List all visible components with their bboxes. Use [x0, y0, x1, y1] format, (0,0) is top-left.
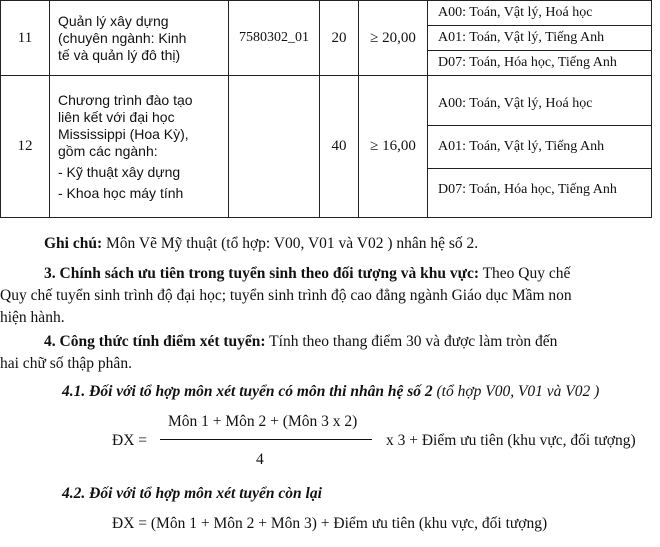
quota: 40 — [320, 76, 359, 218]
min-score: ≥ 16,00 — [359, 76, 428, 218]
major-item: - Kỹ thuật xây dựng — [58, 163, 181, 180]
combo-a01: A01: Toán, Vật lý, Tiếng Anh — [428, 126, 651, 169]
formula-4-2: ĐX = (Môn 1 + Môn 2 + Môn 3) + Điểm ưu tiên (khu vực, đối tượng) — [112, 515, 548, 532]
admission-table — [0, 0, 652, 218]
section-3-heading: 3. Chính sách ưu tiên trong tuyển sinh theo đối tượng và khu vực: — [44, 265, 479, 282]
formula-denominator: 4 — [256, 451, 264, 468]
program-code: 7580302_01 — [229, 1, 320, 76]
combo-d07: D07: Toán, Hóa học, Tiếng Anh — [438, 181, 617, 197]
program-code — [229, 76, 320, 218]
combo-a00: A00: Toán, Vật lý, Hoá học — [428, 1, 651, 26]
formula-numerator: Môn 1 + Môn 2 + (Môn 3 x 2) — [168, 413, 358, 430]
min-score: ≥ 20,00 — [359, 1, 428, 76]
major-item: - Khoa học máy tính — [58, 184, 184, 201]
subject-combos — [428, 1, 652, 76]
section-4-line2: hai chữ số thập phân. — [0, 355, 132, 372]
row-number: 12 — [1, 76, 50, 218]
section-4-1-heading: 4.1. Đối với tổ hợp môn xét tuyển có môn thi nhân hệ số 2 (tổ hợp V00, V01 và V02 ) — [62, 383, 600, 400]
combo-d07: D07: Toán, Hóa học, Tiếng Anh — [438, 55, 617, 70]
table-row — [1, 76, 652, 218]
table-row — [1, 1, 652, 76]
section-3-line3: hiện hành. — [0, 309, 65, 326]
note-paragraph: Ghi chú: Môn Vẽ Mỹ thuật (tổ hợp: V00, V01 và V02 ) nhân hệ số 2. — [44, 235, 479, 252]
subject-combos — [428, 76, 652, 218]
fraction-bar — [160, 439, 372, 440]
program-name: Chương trình đào tạo liên kết với đại học Mississippi (Hoa Kỳ), gồm các ngành: - Kỹ thuật xây dựng - Khoa học máy tính — [50, 76, 229, 218]
section-3-line2: Quy chế tuyển sinh trình độ đại học; tuyển sinh trình độ cao đẳng ngành Giáo dục Mầm non — [0, 287, 572, 304]
row-number: 11 — [1, 1, 50, 76]
section-4-heading: 4. Công thức tính điểm xét tuyển: — [44, 333, 266, 350]
section-4-line1: 4. Công thức tính điểm xét tuyển: Tính theo thang điểm 30 và được làm tròn đến — [44, 333, 558, 350]
program-name: Quản lý xây dựng (chuyên ngành: Kinh tế và quản lý đô thị) — [50, 1, 229, 76]
formula-rhs: x 3 + Điểm ưu tiên (khu vực, đối tượng) — [386, 432, 636, 449]
quota: 20 — [320, 1, 359, 76]
section-4-2-heading: 4.2. Đối với tổ hợp môn xét tuyển còn lại — [62, 485, 322, 502]
section-3-line1: 3. Chính sách ưu tiên trong tuyển sinh theo đối tượng và khu vực: Theo Quy chế — [44, 265, 571, 282]
formula-lhs: ĐX = — [112, 432, 148, 449]
combo-a00: A00: Toán, Vật lý, Hoá học — [428, 83, 651, 126]
combo-a01: A01: Toán, Vật lý, Tiếng Anh — [428, 26, 651, 51]
